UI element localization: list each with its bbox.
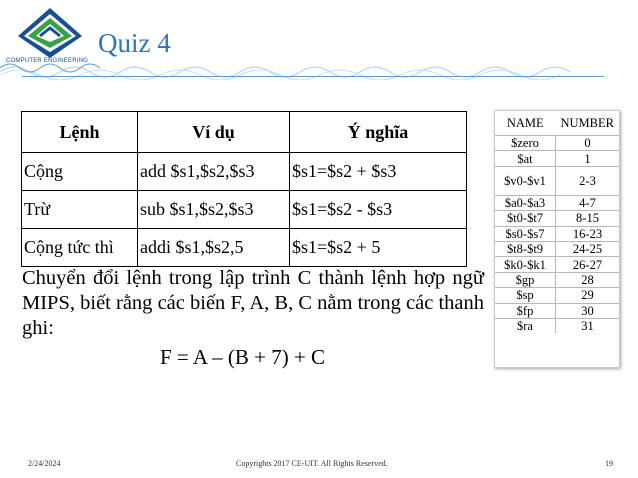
footer-date: 2/24/2024 <box>28 459 61 468</box>
table-cell: addi $s1,$s2,5 <box>138 229 290 267</box>
register-row <box>495 272 619 287</box>
title-underline <box>22 76 604 77</box>
register-name: $s0-$s7 <box>495 226 556 241</box>
register-row <box>495 241 619 256</box>
register-header-number: NUMBER <box>560 115 614 130</box>
table-row <box>22 153 467 191</box>
register-number: 26-27 <box>556 257 620 272</box>
table-cell: Cộng tức thì <box>22 229 138 267</box>
header-vi-du: Ví dụ <box>138 112 290 153</box>
table-cell: $s1=$s2 + $s3 <box>290 153 467 191</box>
register-number: 28 <box>556 272 620 287</box>
register-row <box>495 303 619 318</box>
register-name: $sp <box>495 288 556 303</box>
register-name: $zero <box>495 136 556 151</box>
register-row <box>495 226 619 241</box>
register-name: $t0-$t7 <box>495 211 556 226</box>
register-number: 1 <box>556 151 620 166</box>
register-row <box>495 151 619 166</box>
register-row <box>495 211 619 226</box>
table-row <box>22 191 467 229</box>
register-number: 0 <box>556 136 620 151</box>
table-cell: sub $s1,$s2,$s3 <box>138 191 290 229</box>
register-number: 4-7 <box>556 195 620 210</box>
table-cell: $s1=$s2 + 5 <box>290 229 467 267</box>
register-name: $at <box>495 151 556 166</box>
register-row <box>495 257 619 272</box>
register-name: $k0-$k1 <box>495 257 556 272</box>
register-row <box>495 318 619 333</box>
register-number: 29 <box>556 288 620 303</box>
register-name: $gp <box>495 272 556 287</box>
register-number: 8-15 <box>556 211 620 226</box>
logo <box>10 6 90 66</box>
register-row <box>495 136 619 151</box>
table-header-row <box>22 112 467 153</box>
register-row <box>495 195 619 210</box>
decorative-wave <box>0 60 600 80</box>
register-header-row <box>495 111 619 136</box>
register-header-name: NAME <box>506 115 544 130</box>
register-table <box>495 111 619 333</box>
table-cell: add $s1,$s2,$s3 <box>138 153 290 191</box>
register-number: 2-3 <box>556 166 620 195</box>
footer-page-number: 19 <box>605 459 613 468</box>
slide-title: Quiz 4 <box>98 28 171 58</box>
register-number: 24-25 <box>556 241 620 256</box>
logo-text: COMPUTER ENGINEERING <box>6 58 89 64</box>
register-name: $v0-$v1 <box>495 166 556 195</box>
header-y-nghia: Ý nghĩa <box>290 112 467 153</box>
register-name: $fp <box>495 303 556 318</box>
register-name: $a0-$a3 <box>495 195 556 210</box>
formula: F = A – (B + 7) + C <box>160 345 326 369</box>
header-lenh: Lệnh <box>22 112 138 153</box>
instruction-table <box>21 111 467 267</box>
table-cell: $s1=$s2 - $s3 <box>290 191 467 229</box>
register-number: 16-23 <box>556 226 620 241</box>
question-text: Chuyển đổi lệnh trong lập trình C thành lệnh hợp ngữ MIPS, biết rằng các biến F, A, B, C nằm trong các thanh ghi: <box>22 267 484 339</box>
register-row <box>495 288 619 303</box>
register-table-panel <box>494 110 620 368</box>
register-number: 30 <box>556 303 620 318</box>
register-row <box>495 166 619 195</box>
table-row <box>22 229 467 267</box>
table-cell: Cộng <box>22 153 138 191</box>
register-name: $t8-$t9 <box>495 241 556 256</box>
computer-engineering-logo-icon <box>10 6 90 66</box>
footer-copyright: Copyrights 2017 CE-UIT. All Rights Reserved. <box>236 459 388 468</box>
register-name: $ra <box>495 318 556 333</box>
table-cell: Trừ <box>22 191 138 229</box>
register-number: 31 <box>556 318 620 333</box>
